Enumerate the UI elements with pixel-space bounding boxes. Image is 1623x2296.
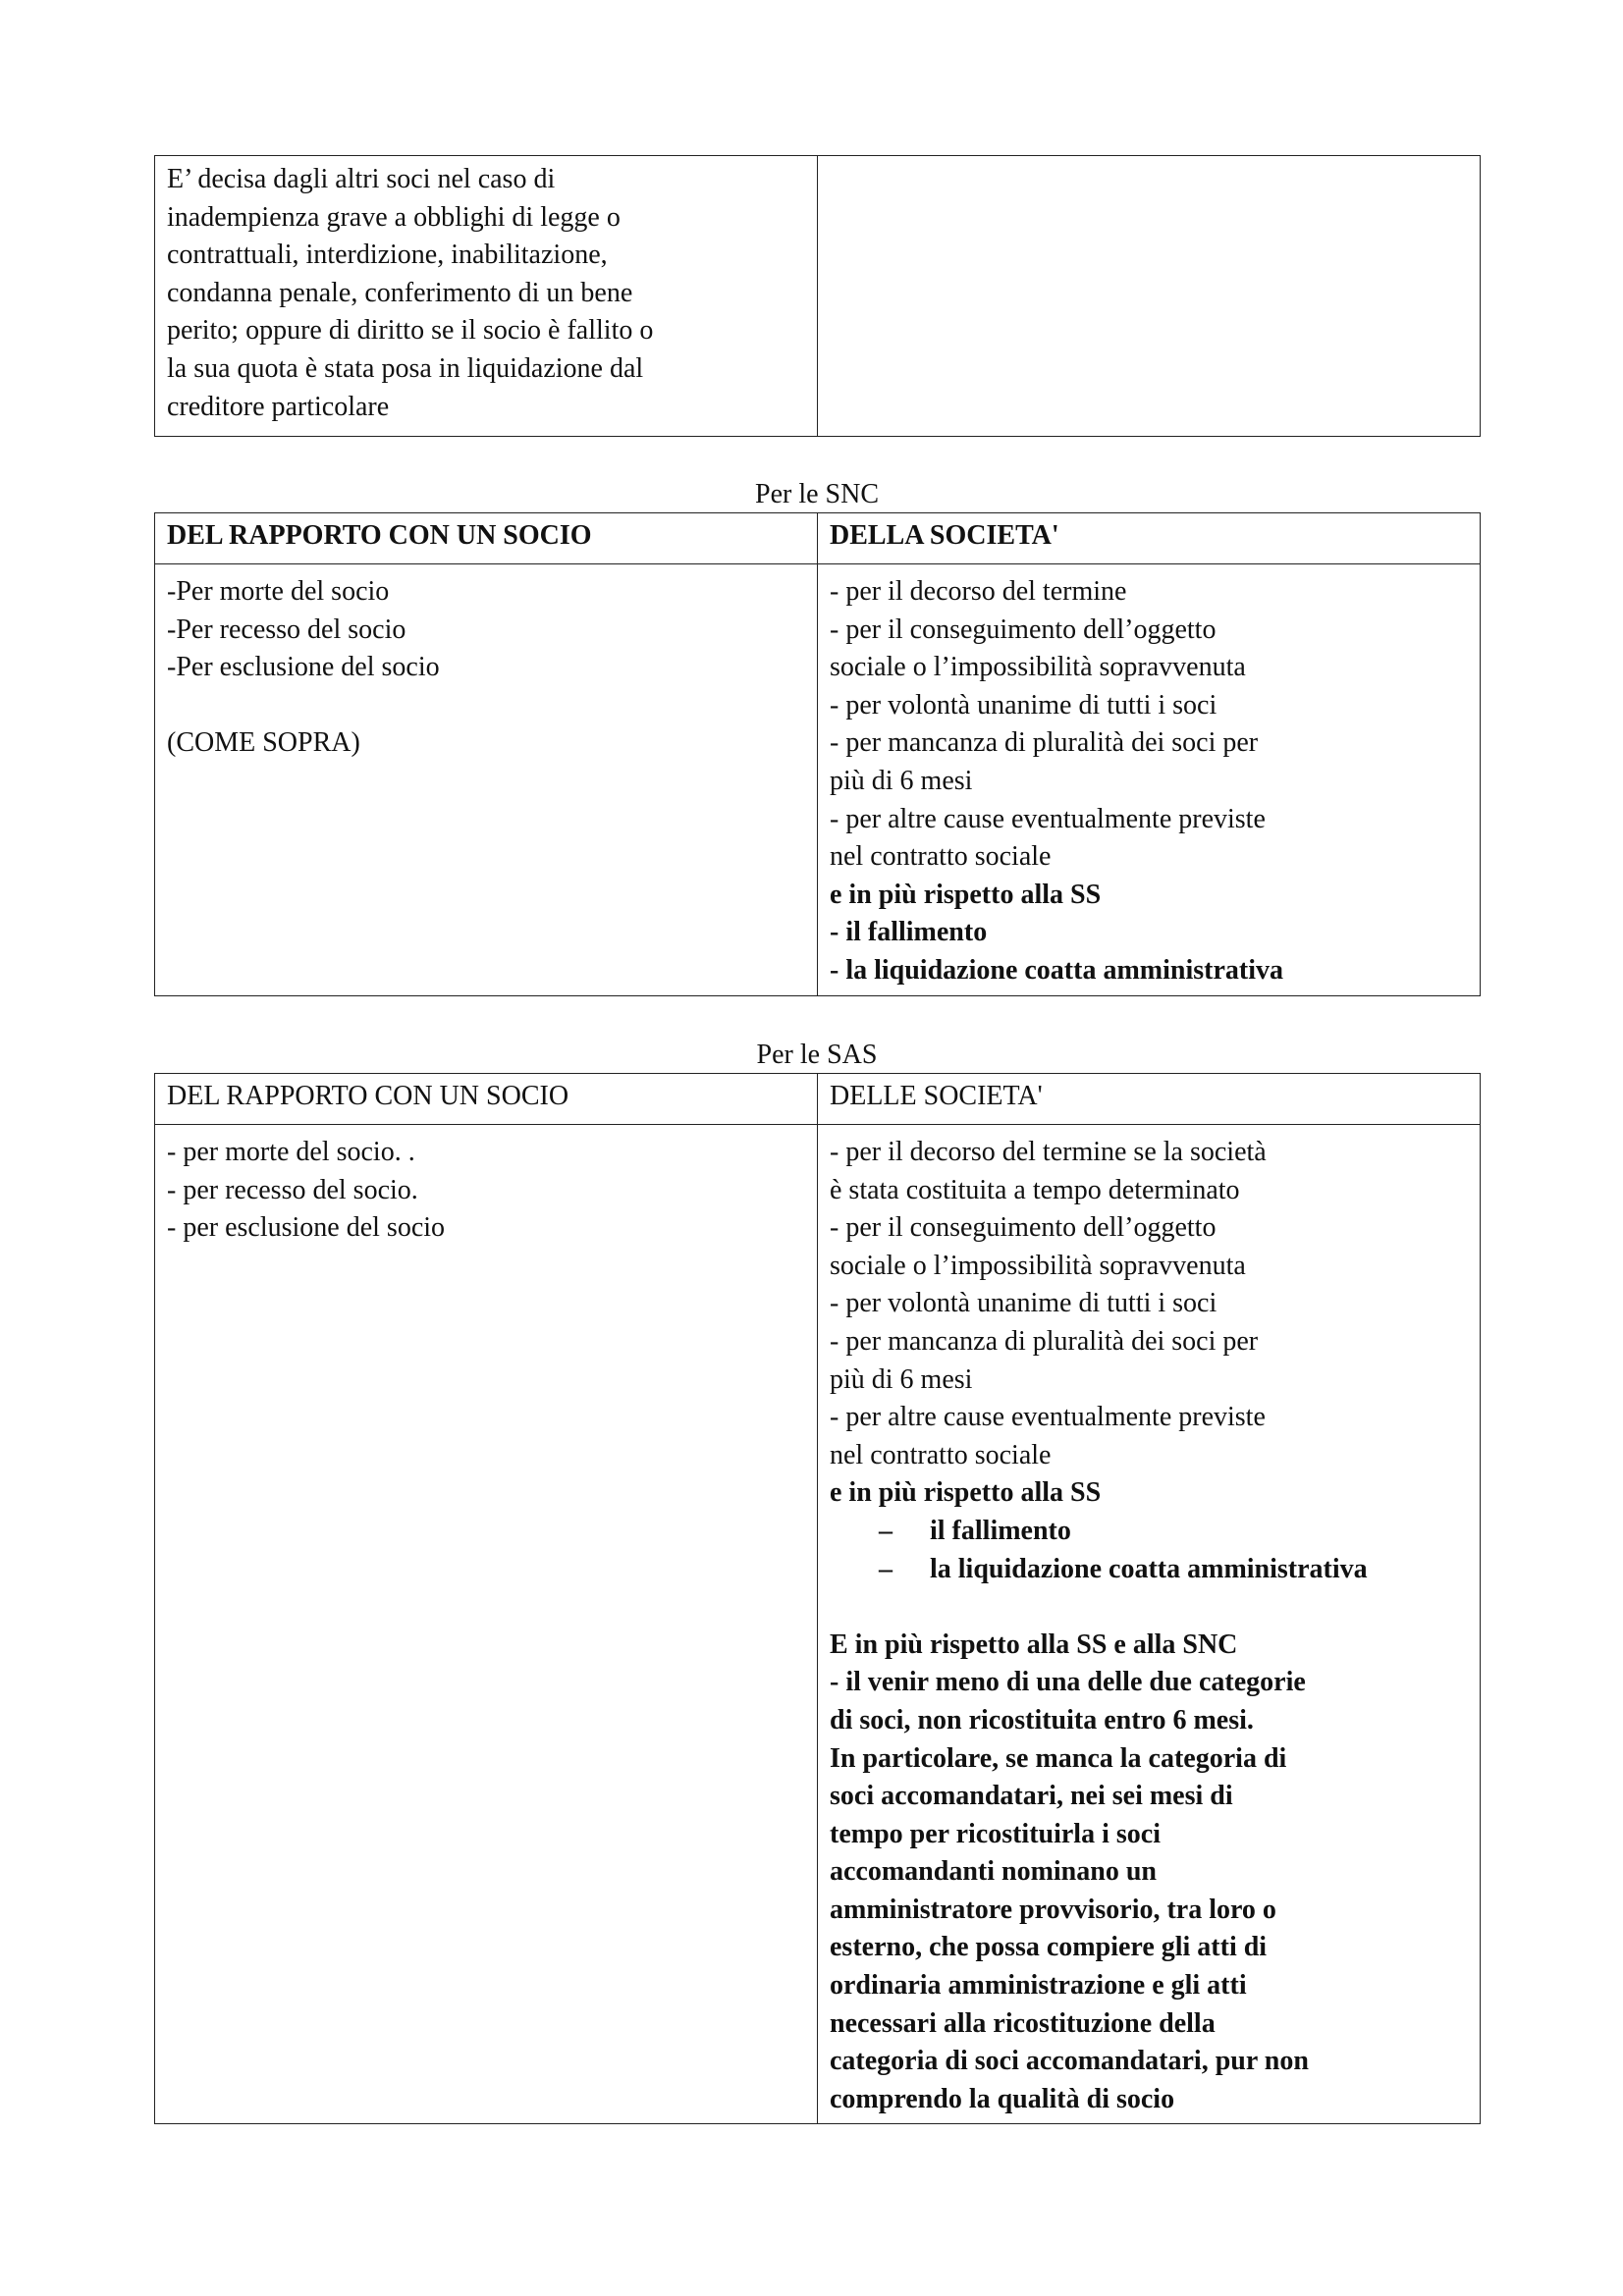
text-line: la sua quota è stata posa in liquidazione dal (167, 352, 644, 384)
snc-header-right: DELLA SOCIETA' (818, 513, 1481, 564)
text-line: sociale o l’impossibilità sopravvenuta (830, 1250, 1246, 1281)
dash-list-item (830, 1513, 1468, 1551)
bold-line: e in più rispetto alla SS (830, 879, 1102, 910)
table-header-row (155, 1074, 1481, 1125)
snc-caption: Per le SNC (755, 479, 879, 509)
sas-caption: Per le SAS (756, 1040, 878, 1070)
text-line: - per il conseguimento dell’oggetto (830, 1212, 1217, 1244)
bold-line: ordinaria amministrazione e gli atti (830, 1970, 1247, 2002)
spacer (830, 1588, 1468, 1627)
table-row (155, 1125, 1481, 2124)
dash-list-item (830, 1551, 1468, 1589)
text-line: -Per recesso del socio (167, 614, 406, 645)
text-line: - per il conseguimento dell’oggetto (830, 614, 1217, 645)
sas-table (154, 1073, 1481, 2124)
text-line: - per morte del socio. . (167, 1137, 415, 1167)
text-line: condanna penale, conferimento di un bene (167, 277, 633, 308)
text-line: - per esclusione del socio (167, 1212, 446, 1244)
text-line: - per mancanza di pluralità dei soci per (830, 1325, 1259, 1357)
bold-line: accomandanti nominano un (830, 1856, 1157, 1888)
dash-bullet: – (879, 1553, 893, 1584)
text-line: nel contratto sociale (830, 841, 1052, 873)
exclusion-table (154, 155, 1481, 437)
bold-line: amministratore provvisorio, tra loro o (830, 1894, 1276, 1925)
text-line: - per il decorso del termine se la società (830, 1137, 1267, 1167)
table-row (155, 156, 1481, 437)
text-line: -Per esclusione del socio (167, 652, 440, 683)
bold-line: e in più rispetto alla SS (830, 1477, 1102, 1509)
text-line: sociale o l’impossibilità sopravvenuta (830, 652, 1246, 683)
sas-header-right: DELLE SOCIETA' (818, 1074, 1481, 1125)
bold-line: In particolare, se manca la categoria di (830, 1742, 1287, 1774)
text-line: è stata costituita a tempo determinato (830, 1174, 1240, 1205)
text-line: contrattuali, interdizione, inabilitazione, (167, 240, 608, 271)
bold-line: esterno, che possa compiere gli atti di (830, 1932, 1268, 1963)
bold-line: di soci, non ricostituita entro 6 mesi. (830, 1704, 1254, 1735)
sas-left-cell (155, 1125, 818, 2124)
table-header-row (155, 513, 1481, 564)
text-line: più di 6 mesi (830, 1363, 973, 1395)
dash-item-text: il fallimento (930, 1515, 1071, 1546)
snc-left-cell (155, 564, 818, 996)
text-line: - per altre cause eventualmente previste (830, 803, 1266, 834)
text-line: - per volontà unanime di tutti i soci (830, 689, 1217, 721)
bold-line: - il fallimento (830, 917, 988, 948)
text-line: (COME SOPRA) (167, 727, 360, 759)
spacer (167, 687, 805, 725)
text-line: - per mancanza di pluralità dei soci per (830, 727, 1259, 759)
text-line: - per volontà unanime di tutti i soci (830, 1288, 1217, 1319)
text-line: E’ decisa dagli altri soci nel caso di (167, 164, 556, 194)
exclusion-cell (155, 156, 818, 437)
text-line: perito; oppure di diritto se il socio è fallito o (167, 315, 654, 347)
text-line: - per il decorso del termine (830, 576, 1127, 607)
bold-line: soci accomandatari, nei sei mesi di (830, 1781, 1233, 1812)
bold-line: necessari alla ricostituzione della (830, 2007, 1216, 2039)
bold-line: tempo per ricostituirla i soci (830, 1818, 1161, 1849)
bold-line: - la liquidazione coatta amministrativa (830, 954, 1283, 986)
sas-right-cell (818, 1125, 1481, 2124)
sas-header-left: DEL RAPPORTO CON UN SOCIO (155, 1074, 818, 1125)
text-line: -Per morte del socio (167, 576, 390, 607)
snc-header-left: DEL RAPPORTO CON UN SOCIO (155, 513, 818, 564)
empty-cell (818, 156, 1481, 437)
text-line: - per altre cause eventualmente previste (830, 1402, 1266, 1433)
snc-table (154, 512, 1481, 996)
bold-line: comprendo la qualità di socio (830, 2083, 1175, 2114)
bold-line: categoria di soci accomandatari, pur non (830, 2046, 1309, 2077)
text-line: - per recesso del socio. (167, 1174, 418, 1205)
text-line: creditore particolare (167, 391, 390, 422)
dash-bullet: – (879, 1515, 893, 1546)
snc-right-cell (818, 564, 1481, 996)
text-line: inadempienza grave a obblighi di legge o (167, 201, 621, 233)
dash-item-text: la liquidazione coatta amministrativa (930, 1553, 1368, 1584)
bold-line: - il venir meno di una delle due categorie (830, 1667, 1306, 1698)
text-line: nel contratto sociale (830, 1439, 1052, 1470)
text-line: più di 6 mesi (830, 765, 973, 796)
table-row (155, 564, 1481, 996)
bold-line: E in più rispetto alla SS e alla SNC (830, 1629, 1238, 1660)
